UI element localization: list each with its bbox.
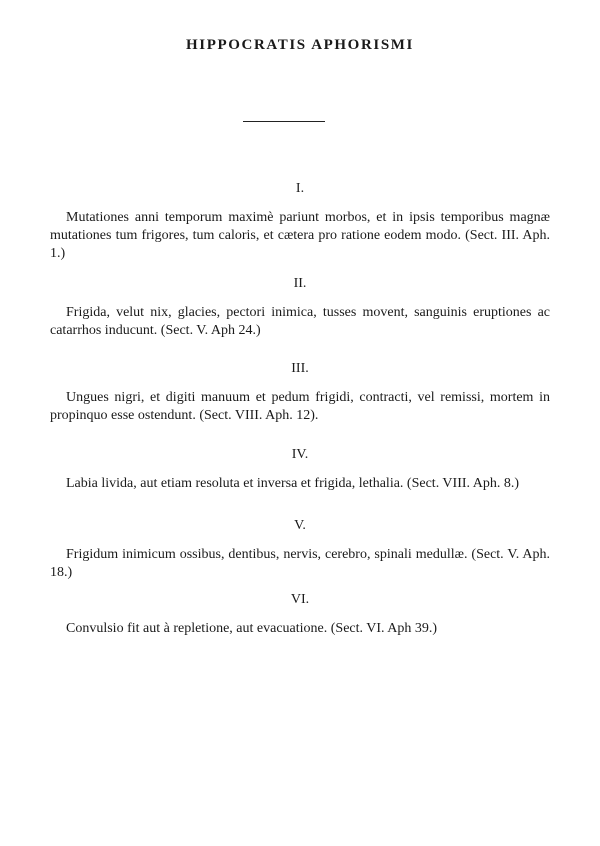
aphorism-numeral: II.	[293, 276, 307, 291]
aphorism-4	[50, 447, 550, 493]
aphorism-text: Ungues nigri, et digiti manuum et pedum frigidi, contracti, vel remissi, mortem in propinquo esse ostendunt. (Sect. VIII. Aph. 12).	[50, 390, 550, 423]
aphorism-5	[50, 518, 550, 582]
aphorism-2	[50, 276, 550, 340]
aphorism-numeral: III.	[291, 361, 309, 376]
aphorism-1	[50, 181, 550, 263]
aphorism-numeral: V.	[294, 518, 306, 533]
aphorism-numeral: VI.	[290, 592, 310, 607]
title-rule	[243, 121, 325, 122]
page-title: HIPPOCRATIS APHORISMI	[186, 37, 414, 53]
aphorism-text: Labia livida, aut etiam resoluta et inversa et frigida, lethalia. (Sect. VIII. Aph. 8.)	[66, 476, 520, 491]
aphorism-text: Convulsio fit aut à repletione, aut evacuatione. (Sect. VI. Aph 39.)	[66, 621, 438, 636]
aphorism-text: Frigidum inimicum ossibus, dentibus, nervis, cerebro, spinali medullæ. (Sect. V. Aph. 18.)	[50, 547, 550, 580]
aphorism-text: Frigida, velut nix, glacies, pectori inimica, tusses movent, sanguinis eruptiones ac catarrhos inducunt. (Sect. V. Aph 24.)	[50, 305, 550, 338]
aphorism-numeral: I.	[295, 181, 305, 196]
aphorism-text: Mutationes anni temporum maximè pariunt morbos, et in ipsis temporibus magnæ mutationes tum frigores, tum caloris, et cætera pro ratione eodem modo. (Sect. III. Aph. 1.)	[50, 210, 550, 261]
aphorism-3	[50, 361, 550, 425]
aphorism-numeral: IV.	[291, 447, 309, 462]
aphorism-6	[50, 592, 550, 638]
